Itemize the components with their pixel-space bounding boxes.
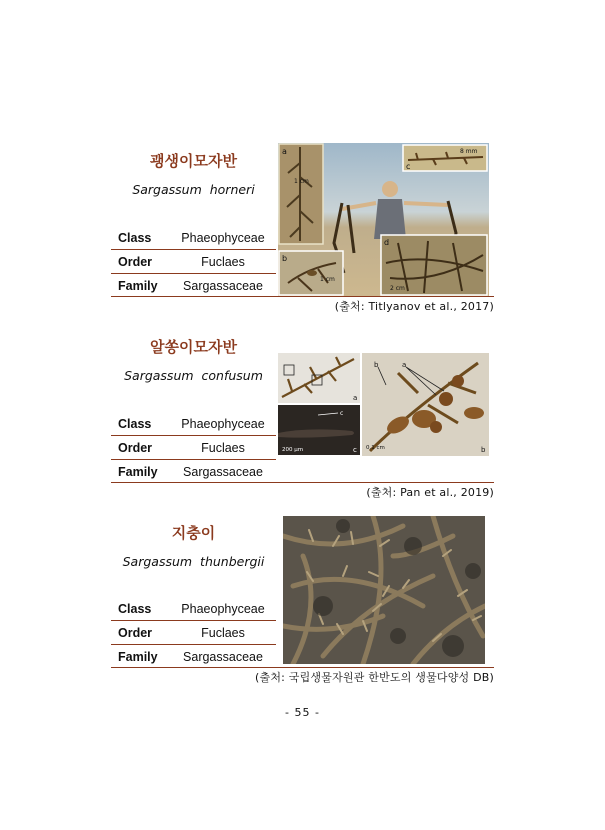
taxonomy-key: Order: [118, 625, 153, 640]
taxonomy-row-family: [111, 274, 276, 297]
taxonomy-table: [111, 412, 276, 483]
taxonomy-table: [111, 597, 276, 668]
taxonomy-value: Phaeophyceae: [181, 416, 265, 431]
scale-label: 200 μm: [282, 447, 304, 453]
species-photo: [283, 516, 485, 664]
photo-composite: [278, 143, 489, 296]
photo-credit: (출처: Pan et al., 2019): [366, 486, 494, 499]
panel-label-a: a: [353, 394, 358, 402]
taxonomy-row-family: [111, 645, 276, 668]
taxonomy-value: Sargassaceae: [183, 464, 263, 479]
photo-composite: [278, 353, 489, 456]
species-photo: [278, 143, 489, 296]
panel-label-c: c: [353, 446, 357, 454]
scale-label: 1 cm: [320, 276, 335, 283]
species-entry-3: [111, 513, 494, 688]
section-rule: [111, 296, 494, 297]
panel-label-b: b: [481, 446, 486, 454]
taxonomy-key: Order: [118, 440, 153, 455]
taxonomy-row-order: [111, 436, 276, 460]
scale-label: 0.1 cm: [366, 445, 385, 451]
species-entry-2: [111, 328, 494, 503]
photo-credit: (출처: Titlyanov et al., 2017): [334, 300, 494, 313]
taxonomy-key: Class: [118, 601, 152, 616]
page-number: - 55 -: [285, 706, 320, 719]
label-c: c: [340, 410, 344, 417]
taxonomy-row-order: [111, 250, 276, 274]
taxonomy-row-family: [111, 460, 276, 483]
taxonomy-value: Fuclaes: [201, 440, 245, 455]
species-korean-name: 알쏭이모자반: [150, 338, 237, 356]
taxonomy-key: Order: [118, 254, 153, 269]
section-rule: [111, 482, 494, 483]
label-a: a: [402, 361, 407, 369]
panel-label-d: d: [384, 238, 390, 247]
taxonomy-key: Class: [118, 230, 152, 245]
species-entry-1: [111, 140, 494, 315]
taxonomy-value: Fuclaes: [201, 254, 245, 269]
taxonomy-table: [111, 226, 276, 297]
taxonomy-row-class: [111, 597, 276, 621]
label-b: b: [374, 361, 379, 369]
taxonomy-row-class: [111, 412, 276, 436]
taxonomy-key: Family: [118, 464, 158, 479]
taxonomy-key: Family: [118, 278, 158, 293]
taxonomy-key: Family: [118, 649, 158, 664]
taxonomy-key: Class: [118, 416, 152, 431]
scale-label: 2 cm: [390, 285, 405, 292]
species-scientific-name: Sargassum horneri: [132, 182, 255, 197]
species-scientific-name: Sargassum confusum: [124, 368, 263, 383]
taxonomy-value: Phaeophyceae: [181, 601, 265, 616]
photo-seaweed-mass: [283, 516, 485, 664]
taxonomy-row-class: [111, 226, 276, 250]
scale-label: 1 cm: [294, 178, 309, 185]
section-rule: [111, 667, 494, 668]
species-korean-name: 지충이: [171, 524, 216, 542]
panel-label-b: b: [282, 254, 288, 263]
panel-label-c: c: [406, 162, 411, 171]
taxonomy-value: Phaeophyceae: [181, 230, 265, 245]
taxonomy-value: Fuclaes: [201, 625, 245, 640]
species-korean-name: 괭생이모자반: [150, 152, 237, 170]
scale-label: 8 mm: [460, 148, 478, 155]
photo-credit: (출처: 국립생물자원관 한반도의 생물다양성 DB): [255, 671, 494, 684]
taxonomy-value: Sargassaceae: [183, 649, 263, 664]
panel-label-a: a: [282, 147, 287, 156]
species-scientific-name: Sargassum thunbergii: [122, 554, 265, 569]
species-photo: [278, 353, 489, 456]
taxonomy-row-order: [111, 621, 276, 645]
taxonomy-value: Sargassaceae: [183, 278, 263, 293]
